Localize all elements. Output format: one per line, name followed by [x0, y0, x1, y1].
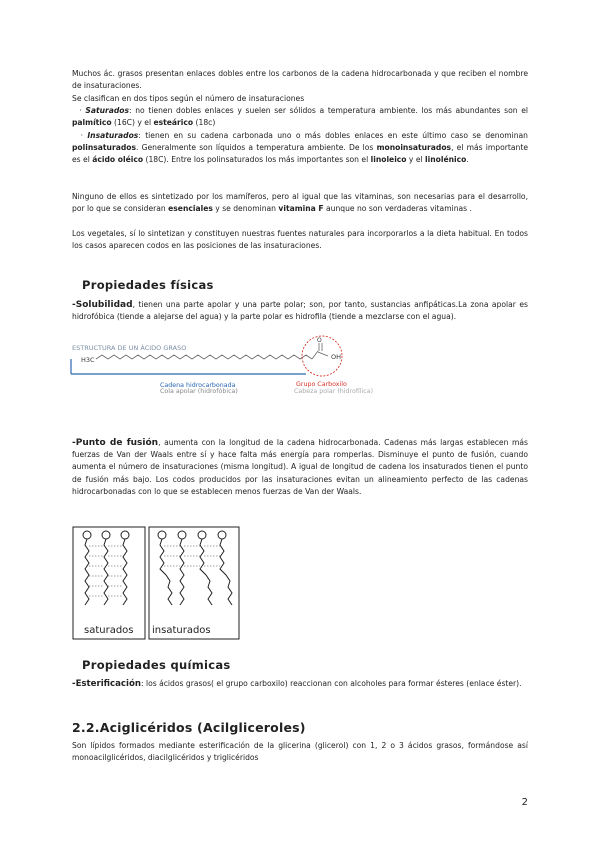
structure-title: ESTRUCTURA DE UN ÁCIDO GRASO: [72, 344, 187, 352]
heading-propiedades-quimicas: Propiedades químicas: [82, 658, 231, 672]
acilgliceridos-paragraph: Son lípidos formados mediante esterificación de la glicerina (glicerol) con 1, 2 o 3 ácidos grasos, formándose así monoacilglicéridos, diacilglicéridos y triglicéridos: [72, 741, 528, 763]
insaturados-label: insaturados: [152, 625, 211, 636]
saturados-paragraph: · Saturados: no tienen dobles enlaces y suelen ser sólidos a temperatura ambiente. los más abundantes son el palmítico (16C) y el esteárico (18c): [72, 106, 529, 128]
solubilidad-paragraph: -Solubilidad, tienen una parte apolar y una parte polar; son, por tanto, sustancias anfipáticas.La zona apolar es hidrofóbica (tiende a alejarse del agua) y la parte polar es hidrofila (tiende a mezclarse con el agua).: [72, 300, 528, 322]
h3c-label: H3C: [81, 356, 95, 364]
vegetales-paragraph: Los vegetales, sí lo sintetizan y constituyen nuestras fuentes naturales para incorporarlos a la dieta habitual. En todos los casos aparecen codos en las posiciones de las insaturaciones.: [72, 229, 528, 251]
page-number: 2: [521, 797, 528, 808]
cadena-label: Cadena hidrocarbonada: [160, 382, 236, 389]
grupo-carboxilo-label: Grupo Carboxilo: [296, 381, 347, 388]
saturados-box: [73, 527, 145, 639]
oh-label: OH: [331, 353, 342, 361]
insaturados-box: [149, 527, 239, 639]
heading-acilgliceridos: 2.2.Aciglicéridos (Acilgliceroles): [72, 720, 306, 735]
heading-propiedades-fisicas: Propiedades físicas: [82, 278, 214, 292]
insaturados-paragraph: · Insaturados: tienen en su cadena carbonada uno o más dobles enlaces en este último caso se denominan polinsaturados. Generalmente son líquidos a temperatura ambiente. De los monoinsaturados, el más importante es el ácido oléico (18C). Entre los polinsaturados los más importantes son el linoleico y el linolénico.: [72, 131, 528, 165]
esterificacion-paragraph: -Esterificación: los ácidos grasos( el grupo carboxilo) reaccionan con alcoholes para formar ésteres (enlace éster).: [72, 679, 522, 689]
oxygen-label: O: [317, 337, 322, 344]
mamiferos-paragraph: Ninguno de ellos es sintetizado por los mamíferos, pero al igual que las vitaminas, son necesarias para el desarrollo, por lo que se consideran esenciales y se denominan vitamina F aunque no son verdaderas vitaminas .: [72, 192, 528, 214]
intro-paragraph: Muchos ác. grasos presentan enlaces dobles entre los carbonos de la cadena hidrocarbonada y que reciben el nombre de insaturaciones.: [72, 69, 528, 91]
saturated-unsaturated-figure: [72, 526, 240, 640]
saturados-label: saturados: [84, 625, 134, 636]
cabeza-polar-label: Cabeza polar (hidrofílica): [294, 388, 374, 395]
cola-apolar-label: Cola apolar (hidrofóbica): [160, 388, 238, 395]
hydrocarbon-chain: [96, 355, 312, 359]
punto-fusion-paragraph: -Punto de fusión, aumenta con la longitud de la cadena hidrocarbonada. Cadenas más largas establecen más fuerzas de Van der Waals entre sí y hace falta más energía para romperlas. Disminuye el punto de fusión, cuando aumenta el número de insaturaciones (misma longitud). A igual de longitud de cadena los insaturados tienen el punto de fusión más bajo. Los codos producidos por las insaturaciones evitan un alineamiento perfecto de las cadenas hidrocarbonadas con lo que se establecen menos fuerzas de Van der Waals.: [72, 438, 528, 496]
intro-classification: Se clasifican en dos tipos según el número de insaturaciones: [72, 94, 305, 103]
